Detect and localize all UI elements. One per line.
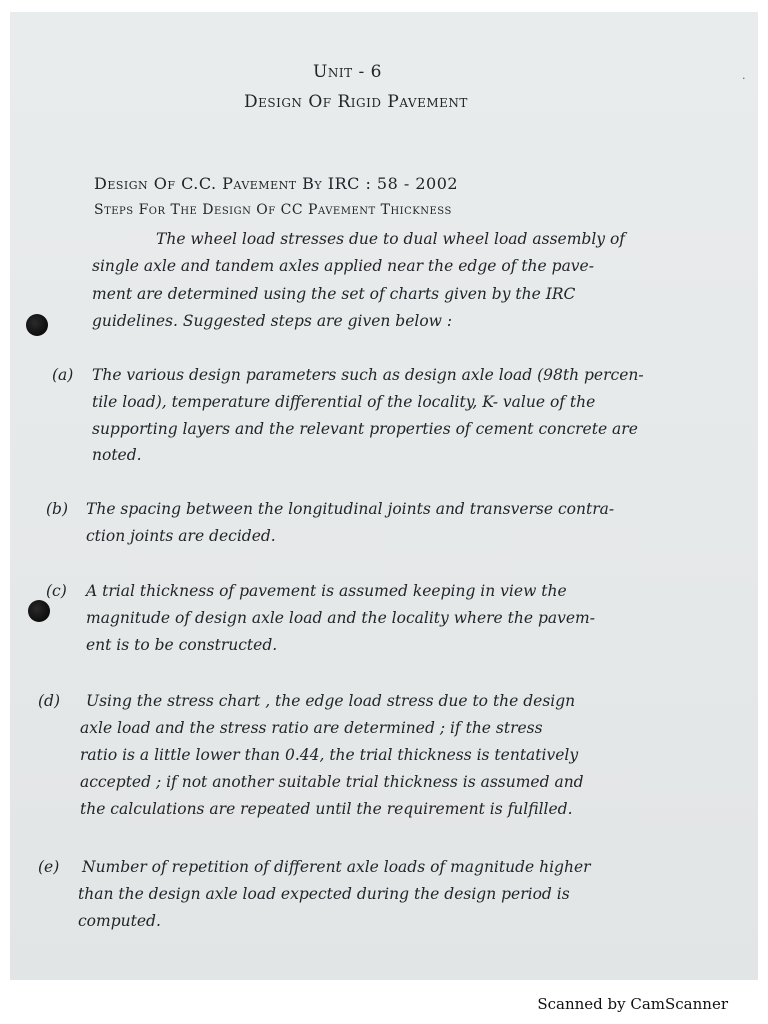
- step-b-line: The spacing between the longitudinal joints and transverse contra-: [86, 500, 615, 518]
- step-marker-d: (d): [38, 692, 61, 710]
- section-heading: Design Of C.C. Pavement By IRC : 58 - 2002: [94, 174, 459, 193]
- step-marker-a: (a): [52, 366, 74, 384]
- page-title: Design Of Rigid Pavement: [244, 92, 468, 112]
- punch-hole-top: [26, 314, 48, 336]
- step-marker-e: (e): [38, 858, 60, 876]
- unit-label: Unit - 6: [313, 62, 382, 82]
- punch-hole-bottom: [28, 600, 50, 622]
- step-c-line: ent is to be constructed.: [86, 636, 278, 654]
- step-marker-c: (c): [46, 582, 67, 600]
- step-a-line: noted.: [92, 446, 142, 464]
- intro-line: guidelines. Suggested steps are given below :: [92, 312, 453, 330]
- step-e-line: than the design axle load expected during the design period is: [78, 885, 570, 903]
- margin-mark: ·: [742, 72, 746, 85]
- step-b-line: ction joints are decided.: [86, 527, 276, 545]
- section-subheading: Steps For The Design Of CC Pavement Thickness: [94, 202, 452, 218]
- step-marker-b: (b): [46, 500, 69, 518]
- step-e-line: computed.: [78, 912, 161, 930]
- scanner-footer: Scanned by CamScanner: [537, 995, 728, 1013]
- step-d-line: Using the stress chart , the edge load stress due to the design: [86, 692, 576, 710]
- step-a-line: supporting layers and the relevant properties of cement concrete are: [92, 420, 638, 438]
- step-c-line: magnitude of design axle load and the locality where the pavem-: [86, 609, 595, 627]
- step-c-line: A trial thickness of pavement is assumed keeping in view the: [86, 582, 567, 600]
- step-a-line: tile load), temperature differential of the locality, K- value of the: [92, 393, 596, 411]
- step-d-line: the calculations are repeated until the requirement is fulfilled.: [80, 800, 573, 818]
- step-d-line: accepted ; if not another suitable trial thickness is assumed and: [80, 773, 584, 791]
- step-d-line: ratio is a little lower than 0.44, the trial thickness is tentatively: [80, 746, 579, 764]
- step-a-line: The various design parameters such as design axle load (98th percen-: [92, 366, 644, 384]
- step-d-line: axle load and the stress ratio are determined ; if the stress: [80, 719, 543, 737]
- intro-line: The wheel load stresses due to dual wheel load assembly of: [156, 230, 626, 248]
- intro-line: ment are determined using the set of charts given by the IRC: [92, 285, 576, 303]
- scanned-page: [10, 12, 758, 980]
- intro-line: single axle and tandem axles applied near the edge of the pave-: [92, 257, 594, 275]
- step-e-line: Number of repetition of different axle loads of magnitude higher: [82, 858, 591, 876]
